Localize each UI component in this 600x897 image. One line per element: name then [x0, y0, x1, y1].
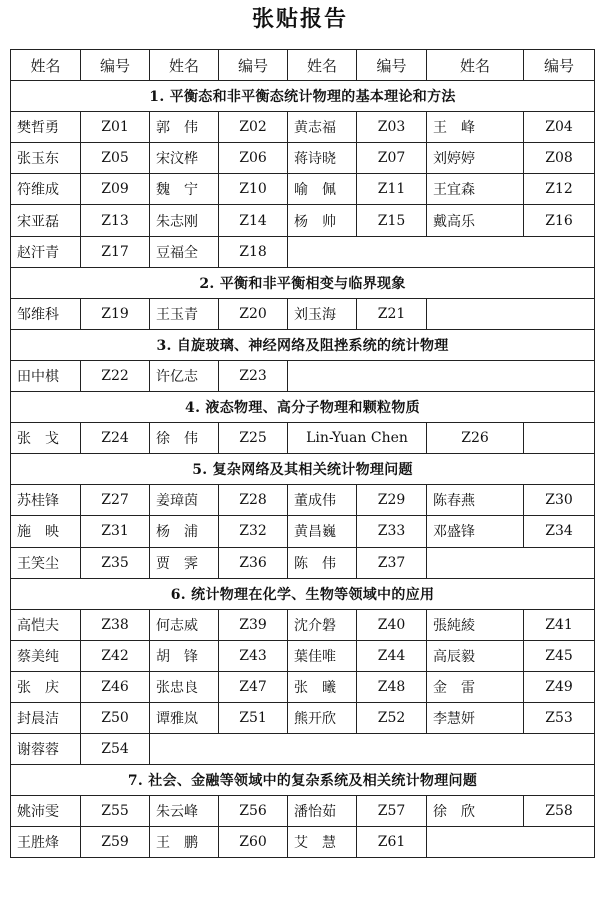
section-heading-row [11, 765, 595, 796]
table-row [11, 298, 595, 329]
empty-cell [524, 423, 595, 454]
presenter-name: 沈介磐 [288, 609, 357, 640]
poster-code: Z33 [357, 516, 427, 547]
presenter-name: 王 峰 [427, 112, 524, 143]
empty-cell [427, 827, 595, 858]
poster-code: Z21 [357, 298, 427, 329]
presenter-name: 杨 浦 [150, 516, 219, 547]
presenter-name: 徐 欣 [427, 796, 524, 827]
presenter-name: 黄志福 [288, 112, 357, 143]
presenter-name: 張純綾 [427, 609, 524, 640]
empty-cell [427, 298, 595, 329]
poster-code: Z42 [81, 640, 150, 671]
presenter-name: 金 雷 [427, 671, 524, 702]
poster-code: Z39 [219, 609, 288, 640]
presenter-name: 杨 帅 [288, 205, 357, 236]
section-heading: 5. 复杂网络及其相关统计物理问题 [11, 454, 595, 485]
presenter-name: 封晨洁 [11, 702, 81, 733]
roster-body [11, 81, 595, 858]
presenter-name: 贾 霁 [150, 547, 219, 578]
presenter-name: 李慧妍 [427, 702, 524, 733]
presenter-name: 黄昌巍 [288, 516, 357, 547]
poster-code: Z56 [219, 796, 288, 827]
header-name-col-4: 姓名 [427, 50, 524, 81]
poster-code: Z31 [81, 516, 150, 547]
poster-code: Z17 [81, 236, 150, 267]
poster-roster-table [10, 49, 595, 858]
table-row [11, 360, 595, 391]
presenter-name: 陈春燕 [427, 485, 524, 516]
poster-code: Z18 [219, 236, 288, 267]
presenter-name: 豆福全 [150, 236, 219, 267]
presenter-name: 魏 宁 [150, 174, 219, 205]
section-heading-row [11, 578, 595, 609]
poster-code: Z20 [219, 298, 288, 329]
poster-code: Z27 [81, 485, 150, 516]
poster-code: Z35 [81, 547, 150, 578]
table-row [11, 827, 595, 858]
page-title: 张贴报告 [251, 6, 348, 32]
presenter-name: 姚沛雯 [11, 796, 81, 827]
poster-code: Z23 [219, 360, 288, 391]
presenter-name: 王笑尘 [11, 547, 81, 578]
section-heading-row [11, 454, 595, 485]
table-row [11, 609, 595, 640]
poster-code: Z38 [81, 609, 150, 640]
presenter-name: 宋汶桦 [150, 143, 219, 174]
presenter-name: 王胜烽 [11, 827, 81, 858]
presenter-name: 施 映 [11, 516, 81, 547]
poster-code: Z32 [219, 516, 288, 547]
presenter-name: 何志威 [150, 609, 219, 640]
poster-code: Z45 [524, 640, 595, 671]
presenter-name: 邓盛锋 [427, 516, 524, 547]
section-heading-row [11, 81, 595, 112]
section-heading-row [11, 329, 595, 360]
presenter-name: 张 曦 [288, 671, 357, 702]
section-heading: 4. 液态物理、高分子物理和颗粒物质 [11, 392, 595, 423]
presenter-name: 张 庆 [11, 671, 81, 702]
presenter-name: 苏桂锋 [11, 485, 81, 516]
poster-code: Z14 [219, 205, 288, 236]
presenter-name: 刘婷婷 [427, 143, 524, 174]
presenter-name: 姜璋茵 [150, 485, 219, 516]
poster-code: Z54 [81, 734, 150, 765]
table-row [11, 671, 595, 702]
table-row [11, 485, 595, 516]
poster-code: Z57 [357, 796, 427, 827]
presenter-name: 张忠良 [150, 671, 219, 702]
empty-cell [150, 734, 595, 765]
poster-code: Z11 [357, 174, 427, 205]
table-row [11, 516, 595, 547]
poster-code: Z04 [524, 112, 595, 143]
presenter-name: 宋亚磊 [11, 205, 81, 236]
presenter-name: 徐 伟 [150, 423, 219, 454]
poster-code: Z24 [81, 423, 150, 454]
presenter-name: 潘怡茹 [288, 796, 357, 827]
presenter-name: 高恺夫 [11, 609, 81, 640]
presenter-name: 葉佳唯 [288, 640, 357, 671]
header-name-col-3: 姓名 [288, 50, 357, 81]
section-heading: 2. 平衡和非平衡相变与临界现象 [11, 267, 595, 298]
poster-code: Z28 [219, 485, 288, 516]
presenter-name: 许亿志 [150, 360, 219, 391]
header-row [11, 50, 595, 81]
poster-code: Z03 [357, 112, 427, 143]
header-name-col-2: 姓名 [150, 50, 219, 81]
presenter-name: 蔡美纯 [11, 640, 81, 671]
poster-code: Z50 [81, 702, 150, 733]
presenter-name: 王玉青 [150, 298, 219, 329]
section-heading: 1. 平衡态和非平衡态统计物理的基本理论和方法 [11, 81, 595, 112]
presenter-name: 艾 慧 [288, 827, 357, 858]
header-code-col-3: 编号 [357, 50, 427, 81]
presenter-name: 董成伟 [288, 485, 357, 516]
poster-code: Z43 [219, 640, 288, 671]
poster-code: Z60 [219, 827, 288, 858]
presenter-name: 喻 佩 [288, 174, 357, 205]
presenter-name: 谭雅岚 [150, 702, 219, 733]
poster-code: Z41 [524, 609, 595, 640]
poster-code: Z22 [81, 360, 150, 391]
presenter-name: 赵汗青 [11, 236, 81, 267]
presenter-name: 张 戈 [11, 423, 81, 454]
presenter-name: 谢蓉蓉 [11, 734, 81, 765]
presenter-name: 陈 伟 [288, 547, 357, 578]
poster-code: Z46 [81, 671, 150, 702]
poster-code: Z53 [524, 702, 595, 733]
poster-code: Z13 [81, 205, 150, 236]
poster-code: Z25 [219, 423, 288, 454]
poster-code: Z36 [219, 547, 288, 578]
poster-code: Z01 [81, 112, 150, 143]
section-heading: 6. 统计物理在化学、生物等领域中的应用 [11, 578, 595, 609]
presenter-name: 张玉东 [11, 143, 81, 174]
table-row [11, 702, 595, 733]
poster-code: Z10 [219, 174, 288, 205]
poster-code: Z29 [357, 485, 427, 516]
section-heading-row [11, 392, 595, 423]
table-row [11, 796, 595, 827]
section-heading: 7. 社会、金融等领域中的复杂系统及相关统计物理问题 [11, 765, 595, 796]
poster-code: Z37 [357, 547, 427, 578]
poster-code: Z52 [357, 702, 427, 733]
presenter-name: 田中棋 [11, 360, 81, 391]
poster-code: Z58 [524, 796, 595, 827]
poster-code: Z16 [524, 205, 595, 236]
header-code-col-4: 编号 [524, 50, 595, 81]
empty-cell [288, 360, 595, 391]
poster-code: Z07 [357, 143, 427, 174]
poster-code: Z47 [219, 671, 288, 702]
poster-code: Z06 [219, 143, 288, 174]
presenter-name: Lin-Yuan Chen [288, 423, 427, 454]
presenter-name: 戴高乐 [427, 205, 524, 236]
poster-code: Z40 [357, 609, 427, 640]
poster-code: Z49 [524, 671, 595, 702]
table-row [11, 423, 595, 454]
poster-code: Z09 [81, 174, 150, 205]
poster-code: Z48 [357, 671, 427, 702]
poster-code: Z55 [81, 796, 150, 827]
poster-code: Z05 [81, 143, 150, 174]
poster-code: Z26 [427, 423, 524, 454]
poster-code: Z59 [81, 827, 150, 858]
poster-code: Z15 [357, 205, 427, 236]
poster-code: Z30 [524, 485, 595, 516]
table-row [11, 547, 595, 578]
poster-code: Z44 [357, 640, 427, 671]
poster-code: Z12 [524, 174, 595, 205]
presenter-name: 胡 锋 [150, 640, 219, 671]
presenter-name: 邹维科 [11, 298, 81, 329]
poster-code: Z08 [524, 143, 595, 174]
table-row [11, 205, 595, 236]
table-row [11, 734, 595, 765]
poster-code: Z51 [219, 702, 288, 733]
presenter-name: 王 鹏 [150, 827, 219, 858]
table-row [11, 236, 595, 267]
presenter-name: 樊哲勇 [11, 112, 81, 143]
presenter-name: 王宜森 [427, 174, 524, 205]
table-row [11, 143, 595, 174]
table-row [11, 640, 595, 671]
presenter-name: 朱云峰 [150, 796, 219, 827]
presenter-name: 郭 伟 [150, 112, 219, 143]
header-code-col-1: 编号 [81, 50, 150, 81]
header-code-col-2: 编号 [219, 50, 288, 81]
table-row [11, 112, 595, 143]
presenter-name: 符维成 [11, 174, 81, 205]
presenter-name: 蒋诗晓 [288, 143, 357, 174]
section-heading: 3. 自旋玻璃、神经网络及阻挫系统的统计物理 [11, 329, 595, 360]
poster-code: Z02 [219, 112, 288, 143]
poster-code: Z61 [357, 827, 427, 858]
section-heading-row [11, 267, 595, 298]
poster-code: Z34 [524, 516, 595, 547]
empty-cell [427, 547, 595, 578]
table-row [11, 174, 595, 205]
presenter-name: 高辰毅 [427, 640, 524, 671]
poster-code: Z19 [81, 298, 150, 329]
empty-cell [288, 236, 595, 267]
presenter-name: 朱志刚 [150, 205, 219, 236]
presenter-name: 熊开欣 [288, 702, 357, 733]
header-name-col-1: 姓名 [11, 50, 81, 81]
presenter-name: 刘玉海 [288, 298, 357, 329]
